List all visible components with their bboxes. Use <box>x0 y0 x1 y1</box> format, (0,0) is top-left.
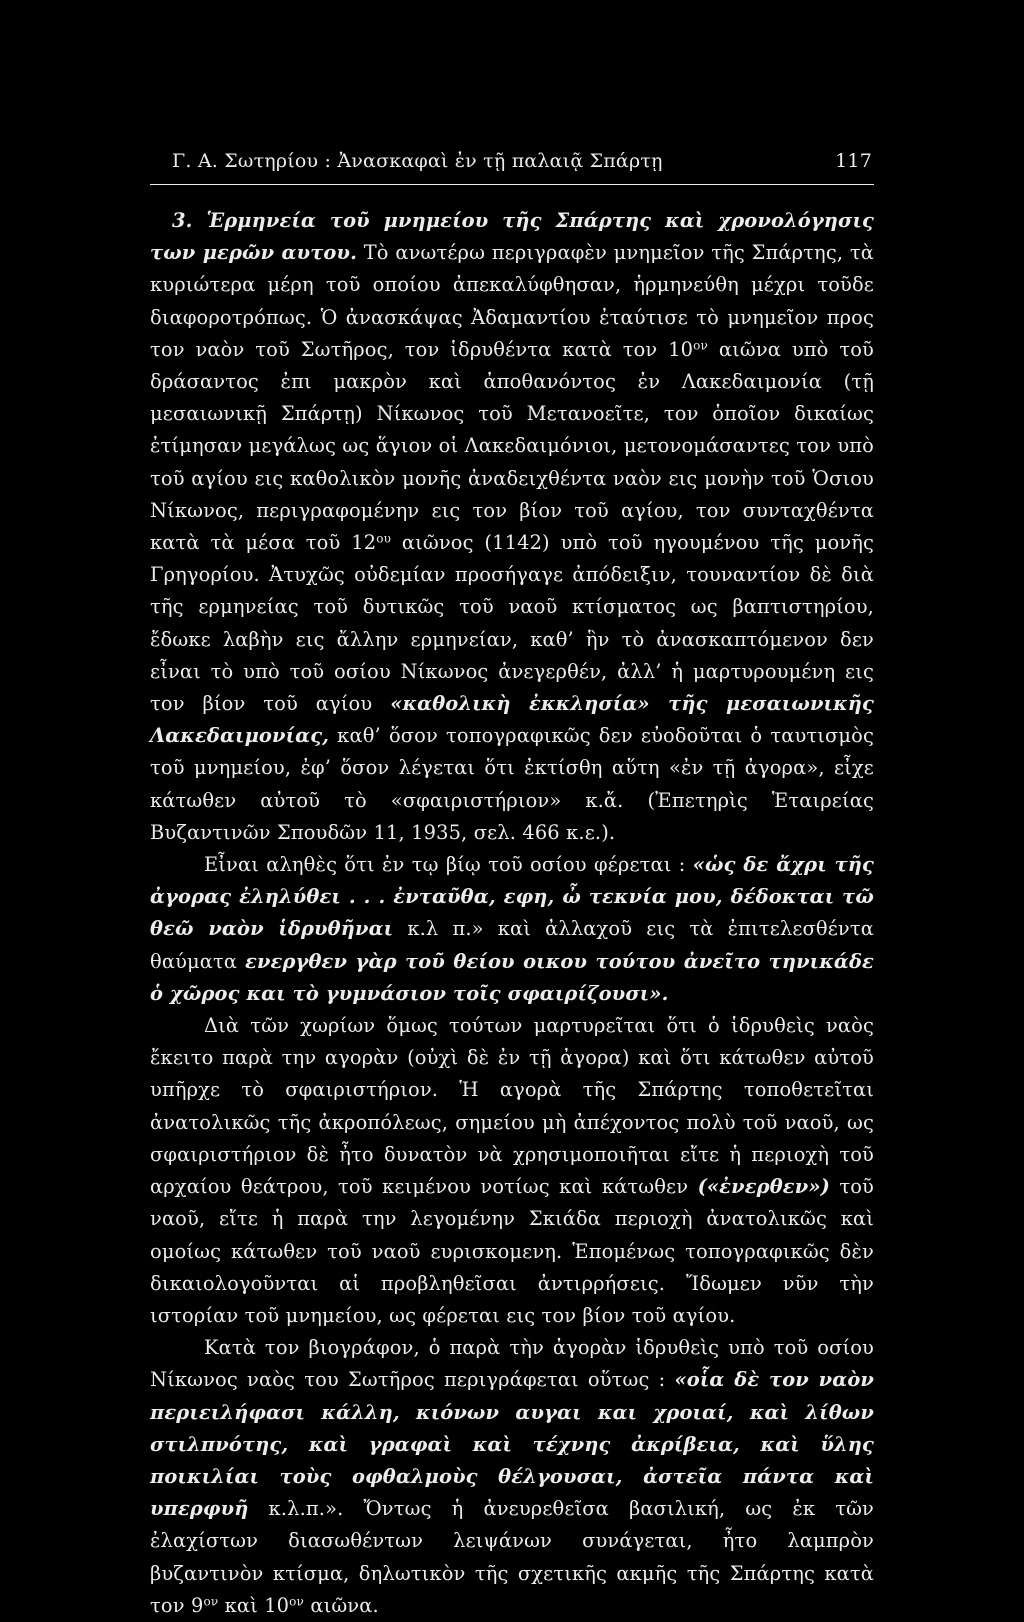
superscript-ordinal: ου <box>376 531 392 546</box>
superscript-ordinal: ον <box>693 338 709 353</box>
text-run: Κατὰ τον βιογράφον, ὁ παρὰ τὴν ἀγορὰν ἱδρυθεὶς υπὸ τοῦ οσίου Νίκωνος ναὸς του Σωτῆρος περιγράφεται οὕτως : <box>150 1336 874 1392</box>
paragraph <box>150 205 874 849</box>
paragraph <box>150 1332 874 1622</box>
emphasis-run: «ὡς δε ἄχρι τῆς ἀγορας ἐληλύθει . . . ἐνταῦθα, εφη, ὦ τεκνία μου, δέδοκται τῶ θεῶ ναὸν ἱδρυθῆναι <box>150 853 874 941</box>
emphasis-run: «καθολικὴ ἐκκλησία» τῆς μεσαιωνικῆς Λακεδαιμονίας, <box>150 692 874 748</box>
text-run: αιῶνος (1142) υπὸ τοῦ ηγουμένου τῆς μονῆς Γρηγορίου. Ἀτυχῶς οὐδεμίαν προσήγαγε ἀπόδειξιν, τουναντίον δὲ διὰ τῆς ερμηνείας τοῦ δυτικῶς τοῦ ναοῦ κτίσματος ως βαπτιστηρίου, ἔδωκε λαβὴν εις ἄλλην ερμηνείαν, καθ’ ἣν τὸ ἀνασκαπτόμενον δεν εἶναι τὸ υπὸ τοῦ οσίου Νίκωνος ἀνεγερθέν, ἀλλ’ ἡ μαρτυρουμένη εις τον βίον τοῦ αγίου <box>150 531 874 716</box>
text-run: κ.λ π.» καὶ ἀλλαχοῦ εις τὰ ἐπιτελεσθέντα θαύματα <box>150 917 874 973</box>
text-run: τοῦ ναοῦ, εἴτε ἡ παρὰ την λεγομένην Σκιάδα περιοχὴ ἀνατολικῶς καὶ ομοίως κάτωθεν τοῦ ναοῦ ευρισκομενη. Ἑπομένως τοπογραφικῶς δὲν δικαιολογοῦνται αἱ προβληθεῖσαι ἀντιρρήσεις. Ἴδωμεν νῦν τὴν ιστορίαν τοῦ μνημείου, ως φέρεται εις τον βίον τοῦ αγίου. <box>150 1175 874 1327</box>
running-title: Γ. Α. Σωτηρίου : Ἀνασκαφαὶ ἐν τῇ παλαιᾷ Σπάρτῃ <box>172 150 663 172</box>
superscript-ordinal: ον <box>289 1594 305 1609</box>
text-run: Τὸ ανωτέρω περιγραφὲν μνημεῖον τῆς Σπάρτης, τὰ κυριώτερα μέρη τοῦ οποίου ἀπεκαλύφθησαν, ἡρμηνεύθη μέχρι τοῦδε διαφοροτρόπως. Ὁ ἀνασκάψας Ἀδαμαντίου ἐταύτισε τὸ μνημεῖον προς τον ναὸν τοῦ Σωτῆρος, τον ἱδρυθέντα κατὰ τον 10 <box>150 241 874 361</box>
emphasis-run: ενεργθεν γὰρ τοῦ θείου οικου τούτου ἀνεῖτο τηνικάδε ὁ χῶρος και τὸ γυμνάσιον τοῖς σφαιρίζουσι». <box>150 949 874 1005</box>
text-run: Εἶναι αληθὲς ὅτι ἐν τῳ βίῳ τοῦ οσίου φέρεται : <box>204 853 693 877</box>
page-number: 117 <box>835 150 872 172</box>
text-run: αιῶνα υπὸ τοῦ δράσαντος ἐπι μακρὸν καὶ ἀποθανόντος ἐν Λακεδαιμονία (τῇ μεσαιωνικῇ Σπάρτῃ) Νίκωνος τοῦ Μετανοεῖτε, τον ὁποῖον δικαίως ἐτίμησαν μεγάλως ως ἅγιον οἱ Λακεδαιμόνιοι, μετονομάσαντες τον υπὸ τοῦ αγίου εις καθολικὸν μονῆς ἀναδειχθέντα ναὸν εις μονὴν τοῦ Ὁσιου Νίκωνος, περιγραφομένην εις τον βίον τοῦ αγίου, τον συνταχθέντα κατὰ τὰ μέσα τοῦ 12 <box>150 337 874 555</box>
running-header <box>150 150 874 172</box>
text-run: αιῶνα. <box>304 1593 379 1617</box>
text-run: Διὰ τῶν χωρίων ὅμως τούτων μαρτυρεῖται ὅτι ὁ ἱδρυθεὶς ναὸς ἔκειτο παρὰ την αγορὰν (οὐχὶ δὲ ἐν τῇ ἀγορα) καὶ ὅτι κάτωθεν αὐτοῦ υπῆρχε τὸ σφαιριστήριον. Ἡ αγορὰ τῆς Σπάρτης τοποθετεῖται ἀνατολικῶς τῆς ἀκροπόλεως, σημείου μὴ ἀπέχοντος πολὺ τοῦ ναοῦ, ως σφαιριστήριον δὲ ἦτο δυνατὸν νὰ χρησιμοποιῆται εἴτε ἡ περιοχὴ τοῦ αρχαίου θεάτρου, τοῦ κειμένου νοτίως καὶ κάτωθεν <box>150 1014 874 1199</box>
emphasis-run: («ἐνερθεν») <box>697 1175 830 1199</box>
body-text <box>150 205 874 1622</box>
text-run: κ.λ.π.». Ὄντως ἡ ἀνευρεθεῖσα βασιλική, ως ἐκ τῶν ἐλαχίστων διασωθέντων λειψάνων συνάγεται, ἦτο λαμπρὸν βυζαντινὸν κτίσμα, δηλωτικὸν τῆς σχετικῆς ακμῆς τῆς Σπάρτης κατὰ τον 9 <box>150 1497 874 1617</box>
emphasis-run: «οἷα δὲ τον ναὸν περιειλήφασι κάλλη, κιόνων αυγαι και χροιαί, καὶ λίθων στιλπνότης, καὶ γραφαὶ καὶ τέχνης ἀκρίβεια, καὶ ὕλης ποικιλίαι τοὺς οφθαλμοὺς θέλγουσαι, ἀστεῖα πάντα καὶ υπερφυῆ <box>150 1368 875 1521</box>
paragraph <box>150 1010 874 1332</box>
text-run: καὶ 10 <box>218 1593 290 1617</box>
emphasis-run: Ἑρμηνεία τοῦ μνημείου τῆς Σπάρτης καὶ χρονολόγησις των μερῶν αυτου. <box>150 209 874 265</box>
text-run: καθ’ ὅσον τοπογραφικῶς δεν εὐοδοῦται ὁ ταυτισμὸς τοῦ μνημείου, ἐφ’ ὅσον λέγεται ὅτι ἐκτίσθη αὕτη «ἐν τῇ ἀγορα», εἶχε κάτωθεν αὐτοῦ τὸ «σφαιριστήριον» κ.ἄ. (Ἐπετηρὶς Ἑταιρείας Βυζαντινῶν Σπουδῶν 11, 1935, σελ. 466 κ.ε.). <box>150 724 874 844</box>
paragraph <box>150 849 874 1010</box>
superscript-ordinal: ον <box>203 1594 219 1609</box>
header-rule <box>150 184 874 185</box>
emphasis-run: 3. <box>172 209 207 232</box>
